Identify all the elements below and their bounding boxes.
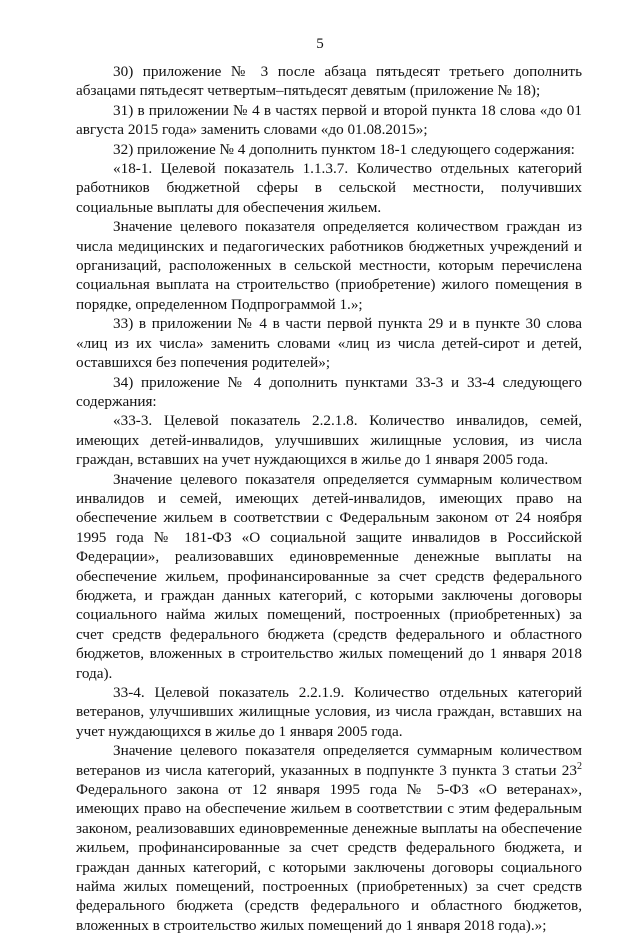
document-body bbox=[76, 62, 582, 935]
paragraph-text-end: Федерального закона от 12 января 1995 года № 5-ФЗ «О ветеранах», имеющих право на обеспечение жильем в соответствии с этим федеральным законом, реализовавших единовременные денежные выплаты на обеспечение жильем, профинансированные за счет средств федерального бюджета, и граждан данных категорий, с которыми заключены договоры социального найма жилых помещений, построенных (приобретенных) за счет средств федерального бюджета (средств федерального и областного бюджетов, вложенных в строительство жилых помещений до 1 января 2018 года).»; bbox=[76, 781, 582, 934]
paragraph-point-33-4: 33-4. Целевой показатель 2.2.1.9. Количество отдельных категорий ветеранов, улучшивших жилищные условия, из числа граждан, вставших на учет нуждающихся в жилье до 1 января 2005 года. bbox=[76, 684, 582, 740]
paragraph-item-31: 31) в приложении № 4 в частях первой и второй пункта 18 слова «до 01 августа 2015 года» заменить словами «до 01.08.2015»; bbox=[76, 101, 582, 139]
paragraph-item-34: 34) приложение № 4 дополнить пунктами 33-3 и 33-4 следующего содержания: bbox=[76, 373, 582, 410]
paragraph-point-18-1: «18-1. Целевой показатель 1.1.3.7. Количество отдельных категорий работников бюджетной сферы в сельской местности, получивших социальные выплаты для обеспечения жильем. bbox=[76, 160, 582, 216]
paragraph-point-33-3: «33-3. Целевой показатель 2.2.1.8. Количество инвалидов, семей, имеющих детей-инвалидов, улучшивших жилищные условия, из числа граждан, вставших на учет нуждающихся в жилье до 1 января 2005 года. bbox=[76, 412, 582, 469]
paragraph-point-18-1-value: Значение целевого показателя определяется количеством граждан из числа медицинских и педагогических работников бюджетных учреждений и организаций, расположенных в сельской местности, которым перечислена социальная выплата на строительство (приобретение) жилого помещения в порядке, определенном Подпрограммой 1.»; bbox=[76, 218, 582, 313]
paragraph-point-33-4-value bbox=[76, 741, 582, 935]
paragraph-item-32: 32) приложение № 4 дополнить пунктом 18-1 следующего содержания: bbox=[113, 140, 575, 158]
paragraph-point-33-3-value: Значение целевого показателя определяется суммарным количеством инвалидов и семей, имеющих детей-инвалидов, имеющих право на обеспечение жильем в соответствии с Федеральным законом от 24 ноября 1995 года № 181-ФЗ «О социальной защите инвалидов в Российской Федерации», реализовавших единовременные денежные выплаты на обеспечение жильем, профинансированные за счет средств федерального бюджета, и граждан данных категорий, с которыми заключены договоры социального найма жилых помещений, построенных (приобретенных) за счет средств федерального бюджета (средств федерального и областного бюджетов, вложенных в строительство жилых помещений до 1 января 2018 года). bbox=[76, 470, 582, 682]
paragraph-text-start: Значение целевого показателя определяется суммарным количеством ветеранов из числа категорий, указанных в подпункте 3 пункта 3 статьи 23 bbox=[76, 742, 582, 779]
page-number: 5 bbox=[316, 36, 324, 52]
paragraph-item-33: 33) в приложении № 4 в части первой пункта 29 и в пункте 30 слова «лиц из их числа» заменить словами «лиц из числа детей-сирот и детей, оставшихся без попечения родителей»; bbox=[76, 315, 582, 372]
article-superscript: 2 bbox=[577, 760, 582, 772]
paragraph-item-30: 30) приложение № 3 после абзаца пятьдесят третьего дополнить абзацами пятьдесят четвертым–пятьдесят девятым (приложение № 18); bbox=[76, 63, 582, 100]
